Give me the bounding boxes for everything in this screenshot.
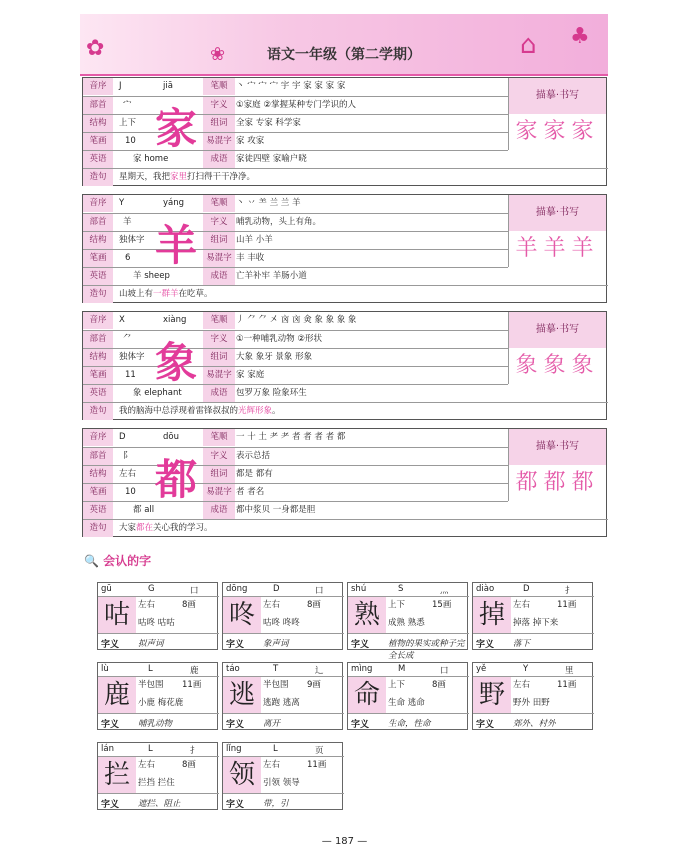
recognize-meaning-label: 字义 <box>351 720 370 730</box>
meaning-row <box>223 713 344 730</box>
recognize-strokes: 15画 <box>432 600 452 610</box>
meaning-row <box>348 633 469 661</box>
meaning-row <box>223 633 344 650</box>
sentence-highlight: 光辉形象 <box>238 406 273 416</box>
recognize-structure: 半包围 <box>138 680 164 690</box>
sentence-highlight: 家里 <box>170 172 188 182</box>
recognize-radical: 里 <box>565 666 574 676</box>
recognize-strokes: 8画 <box>307 600 321 610</box>
sentence-pre: 山坡上有 <box>119 289 154 299</box>
sentence-row <box>83 285 608 303</box>
recognize-card <box>97 582 218 650</box>
stroke-order-value: 丶 丷 ⺷ 兰 兰 羊 <box>236 198 301 208</box>
sentence-label: 造句 <box>83 169 113 186</box>
recognize-meaning: 遮拦、阻止 <box>138 799 181 809</box>
strokes-label: 笔画 <box>83 484 113 501</box>
page-number: — 187 — <box>321 836 368 847</box>
recognize-order: L <box>148 744 153 754</box>
strokes-value: 11 <box>125 370 136 380</box>
magnifier-icon: 🔍 <box>84 554 99 568</box>
words-label: 组词 <box>203 232 235 249</box>
meaning-row <box>223 793 344 810</box>
meaning-row <box>98 713 219 730</box>
confusable-label: 易混字 <box>203 484 235 501</box>
card-row <box>83 78 508 96</box>
sentence-pre: 星期天，我把 <box>119 172 171 182</box>
radical-value: 羊 <box>123 217 132 227</box>
recognize-structure: 上下 <box>388 600 406 610</box>
meaning-value: ①家庭 ②掌握某种专门学识的人 <box>236 100 356 110</box>
recognize-character: 逃 <box>223 677 261 713</box>
order-label: 音序 <box>83 78 113 95</box>
recognize-strokes: 8画 <box>182 600 196 610</box>
recognize-order: G <box>148 584 155 594</box>
recognize-structure: 左右 <box>263 760 281 770</box>
recognize-radical: 鹿 <box>190 666 199 676</box>
recognize-meaning: 郊外、村外 <box>513 719 556 729</box>
radical-label: 部首 <box>83 448 113 465</box>
recognize-character: 咕 <box>98 597 136 633</box>
recognize-order: L <box>273 744 278 754</box>
english-value: 羊 sheep <box>133 271 170 281</box>
recognize-pinyin: yě <box>476 664 487 674</box>
recognize-pinyin: gū <box>101 584 112 594</box>
radical-value: 宀 <box>123 100 132 110</box>
sentence-value <box>119 286 213 303</box>
recognize-character: 熟 <box>348 597 386 633</box>
recognize-structure: 左右 <box>263 600 281 610</box>
recognize-title-text: 会认的字 <box>103 554 152 568</box>
recognize-words: 掉落 掉下来 <box>513 618 559 628</box>
recognize-structure: 半包围 <box>263 680 289 690</box>
sentence-post: 打扫得干干净净。 <box>187 172 256 182</box>
recognize-meaning-label: 字义 <box>226 800 245 810</box>
idiom-label: 成语 <box>203 151 235 168</box>
recognize-order: S <box>398 584 404 594</box>
structure-label: 结构 <box>83 232 113 249</box>
card-row <box>83 429 508 447</box>
card-row <box>83 114 508 132</box>
sentence-post: 关心我的学习。 <box>153 523 213 533</box>
sentence-pre: 大家 <box>119 523 137 533</box>
strokes-value: 10 <box>125 136 136 146</box>
structure-value: 独体字 <box>119 235 145 245</box>
card-row <box>83 267 508 285</box>
recognize-meaning-label: 字义 <box>226 720 245 730</box>
idiom-value: 家徒四壁 家喻户晓 <box>236 154 307 164</box>
card-row <box>83 330 508 348</box>
english-label: 英语 <box>83 385 113 402</box>
order-label: 音序 <box>83 429 113 446</box>
strokes-label: 笔画 <box>83 133 113 150</box>
recognize-card <box>97 662 218 730</box>
english-value: 象 elephant <box>133 388 182 398</box>
order-value: Y <box>119 198 125 208</box>
recognize-structure: 左右 <box>138 600 156 610</box>
sentence-label: 造句 <box>83 520 113 537</box>
sentence-post: 在吃草。 <box>178 289 213 299</box>
idiom-value: 包罗万象 险象环生 <box>236 388 307 398</box>
card-row <box>83 195 508 213</box>
house-icon: ⌂ <box>520 30 537 60</box>
recognize-meaning-label: 字义 <box>351 640 370 650</box>
recognize-order: Y <box>523 664 529 674</box>
radical-label: 部首 <box>83 331 113 348</box>
recognize-meaning: 象声词 <box>263 639 289 649</box>
recognize-character: 领 <box>223 757 261 793</box>
english-label: 英语 <box>83 502 113 519</box>
recognize-card <box>222 582 343 650</box>
recognize-radical: 辶 <box>315 666 324 676</box>
stroke-order-label: 笔顺 <box>203 78 235 95</box>
card-row <box>83 483 508 501</box>
english-label: 英语 <box>83 151 113 168</box>
trace-label: 描摹·书写 <box>508 312 606 348</box>
recognize-character: 拦 <box>98 757 136 793</box>
words-value: 全家 专家 科学家 <box>236 118 301 128</box>
recognize-meaning-label: 字义 <box>101 640 120 650</box>
card-row <box>83 348 508 366</box>
recognize-pinyin: shú <box>351 584 367 594</box>
order-label: 音序 <box>83 312 113 329</box>
recognize-card <box>347 662 468 730</box>
pinyin-row <box>348 583 469 597</box>
strokes-value: 10 <box>125 487 136 497</box>
meaning-row <box>473 713 594 730</box>
pinyin-row <box>223 743 344 757</box>
sentence-highlight: 都在 <box>136 523 154 533</box>
english-label: 英语 <box>83 268 113 285</box>
recognize-words: 拦挡 拦住 <box>138 778 175 788</box>
recognize-radical: 口 <box>315 586 324 596</box>
recognize-card <box>472 582 593 650</box>
meaning-label: 字义 <box>203 448 235 465</box>
recognize-meaning: 带，引 <box>263 799 289 809</box>
recognize-character: 咚 <box>223 597 261 633</box>
structure-label: 结构 <box>83 466 113 483</box>
pinyin-row <box>223 663 344 677</box>
pinyin-row <box>348 663 469 677</box>
recognize-words: 成熟 熟悉 <box>388 618 425 628</box>
radical-label: 部首 <box>83 214 113 231</box>
words-value: 山羊 小羊 <box>236 235 273 245</box>
idiom-value: 都中浆贝 一身都是胆 <box>236 505 316 515</box>
card-row <box>83 231 508 249</box>
meaning-row <box>348 713 469 730</box>
stroke-order-value: 丿 ⺈ ⺈ 㐅 㐫 㐫 㑒 象 象 象 象 <box>236 315 357 325</box>
trace-characters: 羊羊羊 <box>508 231 606 267</box>
char-card <box>82 194 607 303</box>
sentence-label: 造句 <box>83 403 113 420</box>
meaning-label: 字义 <box>203 97 235 114</box>
structure-label: 结构 <box>83 115 113 132</box>
confusable-value: 丰 丰收 <box>236 253 265 263</box>
recognize-radical: 扌 <box>190 746 199 756</box>
rabbit-icon: ❀ <box>210 44 226 65</box>
recognize-words: 引领 领导 <box>263 778 300 788</box>
recognize-character: 野 <box>473 677 511 713</box>
card-row <box>83 132 508 150</box>
recognize-order: M <box>398 664 406 674</box>
card-row <box>83 150 508 168</box>
trace-label: 描摹·书写 <box>508 195 606 231</box>
card-row <box>83 501 508 519</box>
sentence-label: 造句 <box>83 286 113 303</box>
words-label: 组词 <box>203 115 235 132</box>
recognize-card <box>222 742 343 810</box>
strokes-value: 6 <box>125 253 131 263</box>
recognize-character: 命 <box>348 677 386 713</box>
confusable-value: 者 者名 <box>236 487 265 497</box>
page-title: 语文一年级（第二学期） <box>267 47 421 63</box>
recognize-meaning: 植物的果实或种子完全长成 <box>388 639 465 661</box>
recognize-structure: 左右 <box>513 680 531 690</box>
recognize-radical: 扌 <box>565 586 574 596</box>
structure-label: 结构 <box>83 349 113 366</box>
recognize-strokes: 11画 <box>182 680 202 690</box>
recognize-character: 鹿 <box>98 677 136 713</box>
card-row <box>83 249 508 267</box>
recognize-words: 生命 逃命 <box>388 698 425 708</box>
trace-label: 描摹·书写 <box>508 429 606 465</box>
recognize-pinyin: mìng <box>351 664 373 674</box>
meaning-value: ①一种哺乳动物 ②形状 <box>236 334 322 344</box>
idiom-label: 成语 <box>203 385 235 402</box>
recognize-radical: 口 <box>440 666 449 676</box>
english-value: 家 home <box>133 154 169 164</box>
main-character: 都 <box>155 455 198 504</box>
idiom-label: 成语 <box>203 502 235 519</box>
recognize-card <box>347 582 468 661</box>
recognize-radical: 灬 <box>440 586 449 596</box>
strokes-label: 笔画 <box>83 250 113 267</box>
words-label: 组词 <box>203 349 235 366</box>
pinyin-value: jiā <box>163 81 173 91</box>
recognize-card <box>472 662 593 730</box>
recognize-meaning: 哺乳动物 <box>138 719 173 729</box>
radical-value: 阝 <box>123 451 132 461</box>
sentence-highlight: 一群羊 <box>153 289 179 299</box>
words-label: 组词 <box>203 466 235 483</box>
char-card <box>82 77 607 186</box>
pinyin-row <box>473 583 594 597</box>
meaning-row <box>98 793 219 810</box>
card-row <box>83 465 508 483</box>
structure-value: 左右 <box>119 469 137 479</box>
recognize-pinyin: dōng <box>226 584 248 594</box>
sentence-value <box>119 403 281 420</box>
recognize-order: D <box>523 584 530 594</box>
char-card <box>82 428 607 537</box>
recognize-strokes: 11画 <box>557 680 577 690</box>
recognize-structure: 左右 <box>138 760 156 770</box>
recognize-order: T <box>273 664 279 674</box>
card-row <box>83 213 508 231</box>
recognize-structure: 左右 <box>513 600 531 610</box>
order-value: J <box>119 81 122 91</box>
order-value: D <box>119 432 126 442</box>
recognize-meaning: 离开 <box>263 719 281 729</box>
recognize-words: 野外 田野 <box>513 698 550 708</box>
sentence-post: 。 <box>272 406 281 416</box>
pinyin-value: dōu <box>163 432 179 442</box>
stroke-order-value: 一 十 土 耂 耂 者 者 者 者 都 <box>236 432 346 442</box>
stroke-order-value: 丶 宀 宀 宀 宇 宇 家 家 家 家 <box>236 81 346 91</box>
pinyin-value: yáng <box>163 198 185 208</box>
pinyin-row <box>98 583 219 597</box>
recognize-pinyin: lù <box>101 664 109 674</box>
confusable-label: 易混字 <box>203 133 235 150</box>
words-value: 大象 象牙 景象 形象 <box>236 352 313 362</box>
page-header <box>80 14 608 76</box>
structure-value: 上下 <box>119 118 137 128</box>
recognize-meaning: 拟声词 <box>138 639 164 649</box>
pinyin-value: xiàng <box>163 315 187 325</box>
recognize-meaning-label: 字义 <box>476 640 495 650</box>
recognize-words: 小鹿 梅花鹿 <box>138 698 184 708</box>
pinyin-row <box>98 663 219 677</box>
recognize-words: 咕咚 咚咚 <box>263 618 300 628</box>
meaning-value: 表示总括 <box>236 451 271 461</box>
card-row <box>83 312 508 330</box>
confusable-label: 易混字 <box>203 250 235 267</box>
stroke-order-label: 笔顺 <box>203 312 235 329</box>
sentence-pre: 我的脑海中总浮现着雷锋叔叔的 <box>119 406 239 416</box>
card-row <box>83 96 508 114</box>
recognize-pinyin: diào <box>476 584 495 594</box>
english-value: 都 all <box>133 505 155 515</box>
recognize-meaning-label: 字义 <box>226 640 245 650</box>
recognize-order: D <box>273 584 280 594</box>
sentence-value <box>119 520 213 537</box>
pinyin-row <box>98 743 219 757</box>
sentence-row <box>83 519 608 537</box>
main-character: 象 <box>155 338 198 387</box>
recognize-pinyin: táo <box>226 664 240 674</box>
confusable-label: 易混字 <box>203 367 235 384</box>
stroke-order-label: 笔顺 <box>203 429 235 446</box>
recognize-radical: 页 <box>315 746 324 756</box>
recognize-meaning-label: 字义 <box>101 800 120 810</box>
recognize-meaning: 落下 <box>513 639 531 649</box>
pinyin-row <box>223 583 344 597</box>
recognize-words: 咕咚 咕咕 <box>138 618 175 628</box>
recognize-section-title <box>84 552 151 569</box>
trace-characters: 家家家 <box>508 114 606 150</box>
pinyin-row <box>473 663 594 677</box>
order-label: 音序 <box>83 195 113 212</box>
recognize-pinyin: lǐng <box>226 744 242 754</box>
idiom-label: 成语 <box>203 268 235 285</box>
confusable-value: 家 攻家 <box>236 136 265 146</box>
recognize-meaning: 生命，性命 <box>388 719 431 729</box>
meaning-label: 字义 <box>203 331 235 348</box>
meaning-label: 字义 <box>203 214 235 231</box>
radical-label: 部首 <box>83 97 113 114</box>
main-character: 家 <box>155 104 198 153</box>
recognize-strokes: 9画 <box>307 680 321 690</box>
card-row <box>83 447 508 465</box>
order-value: X <box>119 315 125 325</box>
recognize-pinyin: lán <box>101 744 114 754</box>
words-value: 都是 都有 <box>236 469 273 479</box>
recognize-strokes: 8画 <box>432 680 446 690</box>
recognize-character: 掉 <box>473 597 511 633</box>
tree-icon: ♣ <box>570 24 590 49</box>
recognize-meaning-label: 字义 <box>101 720 120 730</box>
recognize-strokes: 11画 <box>557 600 577 610</box>
card-row <box>83 384 508 402</box>
recognize-strokes: 8画 <box>182 760 196 770</box>
trace-label: 描摹·书写 <box>508 78 606 114</box>
main-character: 羊 <box>155 221 198 270</box>
recognize-card <box>222 662 343 730</box>
structure-value: 独体字 <box>119 352 145 362</box>
recognize-meaning-label: 字义 <box>476 720 495 730</box>
strokes-label: 笔画 <box>83 367 113 384</box>
confusable-value: 家 家庭 <box>236 370 265 380</box>
sentence-row <box>83 402 608 420</box>
char-card <box>82 311 607 420</box>
stroke-order-label: 笔顺 <box>203 195 235 212</box>
trace-characters: 都都都 <box>508 465 606 501</box>
meaning-row <box>98 633 219 650</box>
recognize-card <box>97 742 218 810</box>
recognize-order: L <box>148 664 153 674</box>
radical-value: ⺈ <box>123 334 132 344</box>
idiom-value: 亡羊补牢 羊肠小道 <box>236 271 307 281</box>
card-row <box>83 366 508 384</box>
sentence-row <box>83 168 608 186</box>
recognize-words: 逃跑 逃离 <box>263 698 300 708</box>
rabbit-left-icon: ✿ <box>86 36 105 61</box>
recognize-structure: 上下 <box>388 680 406 690</box>
meaning-row <box>473 633 594 650</box>
meaning-value: 哺乳动物，头上有角。 <box>236 217 322 227</box>
recognize-strokes: 11画 <box>307 760 327 770</box>
trace-characters: 象象象 <box>508 348 606 384</box>
sentence-value <box>119 169 255 186</box>
recognize-radical: 口 <box>190 586 199 596</box>
